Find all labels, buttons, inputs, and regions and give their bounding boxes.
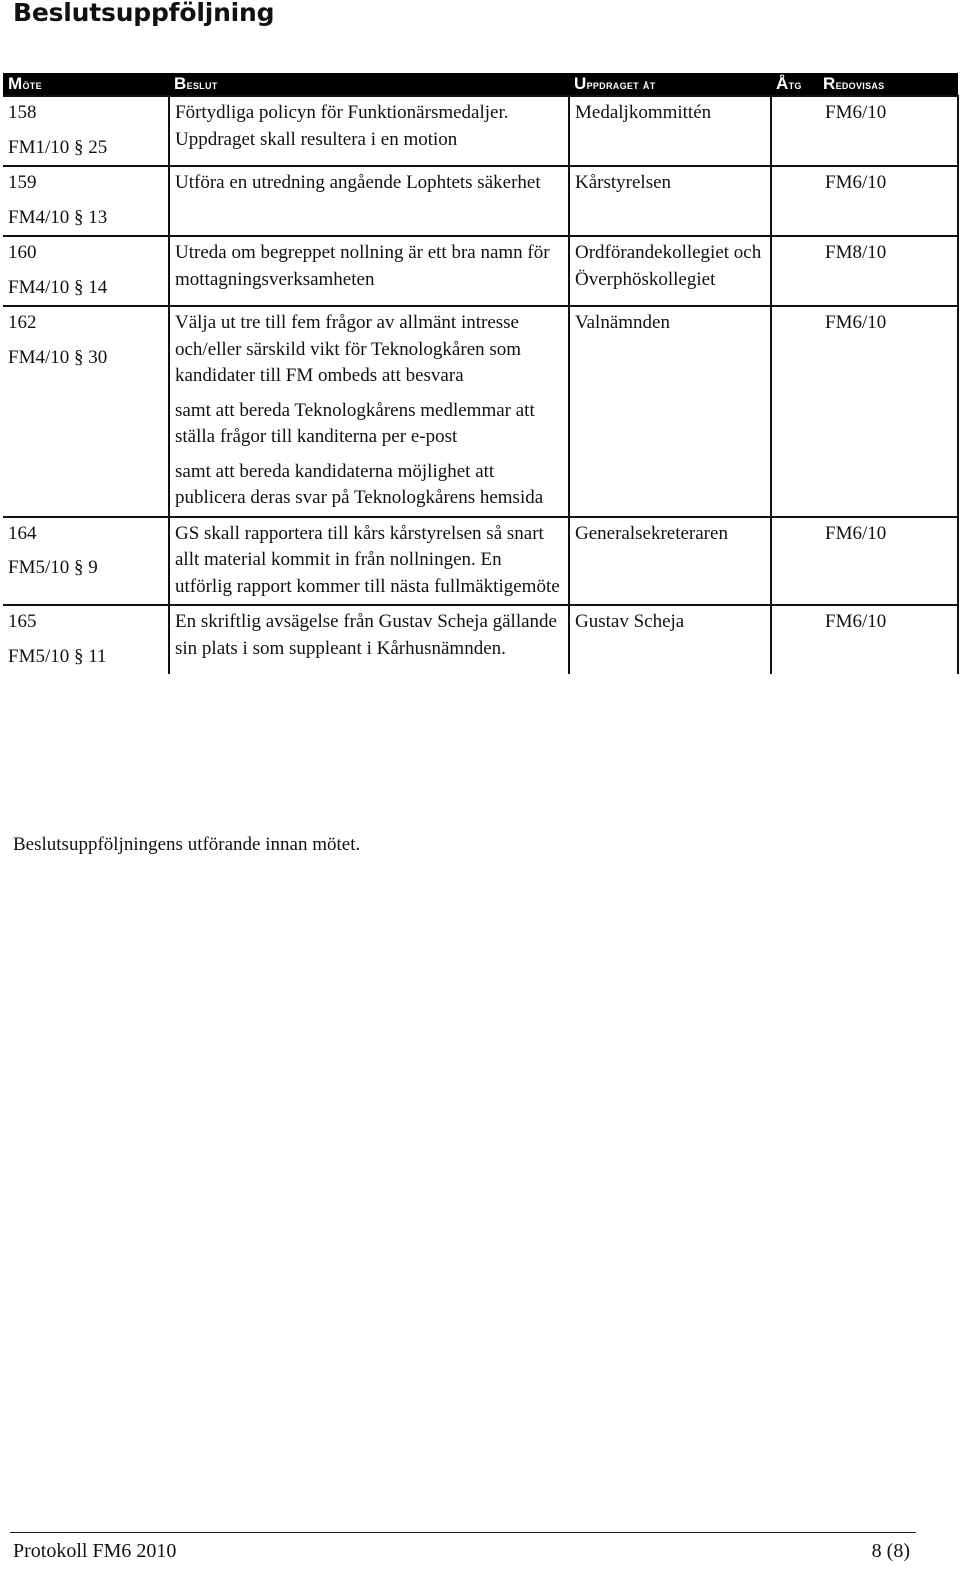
report-meeting: FM8/10 bbox=[825, 242, 887, 263]
meeting-cell bbox=[3, 236, 169, 306]
page-title: Beslutsuppföljning bbox=[13, 0, 275, 27]
meeting-cell bbox=[3, 605, 169, 674]
report-cell bbox=[771, 605, 958, 674]
meeting-reference: FM4/10 § 30 bbox=[8, 346, 108, 368]
report-cell bbox=[771, 96, 958, 166]
decision-text: Förtydliga policyn för Funktionärsmedaljer. Uppdraget skall resultera i en motion bbox=[175, 102, 509, 150]
decision-text: Utföra en utredning angående Lophtets säkerhet bbox=[175, 172, 541, 193]
meeting-cell bbox=[3, 306, 169, 517]
table-header-row bbox=[3, 73, 958, 96]
meeting-reference: FM4/10 § 14 bbox=[8, 276, 108, 298]
decision-cell bbox=[169, 517, 569, 606]
meeting-reference: FM1/10 § 25 bbox=[8, 136, 108, 158]
table-row bbox=[3, 517, 958, 606]
header-uppdraget: Uppdraget åt bbox=[569, 73, 771, 96]
footer-rule bbox=[10, 1532, 916, 1533]
report-cell bbox=[771, 166, 958, 236]
assignee-cell: Medaljkommittén bbox=[569, 96, 771, 166]
decision-text: Utreda om begreppet nollning är ett bra namn för mottagningsverksamheten bbox=[175, 242, 550, 290]
report-meeting: FM6/10 bbox=[825, 522, 887, 544]
header-redovisas: Redovisas bbox=[818, 73, 958, 96]
decision-text: samt att bereda Teknologkårens medlemmar att ställa frågor till kanditerna per e-post bbox=[175, 399, 535, 447]
assignee-cell: Ordförandekollegiet och Överphöskollegiet bbox=[569, 236, 771, 306]
decision-number: 164 bbox=[8, 522, 37, 544]
table-row bbox=[3, 236, 958, 306]
report-cell bbox=[771, 517, 958, 606]
decision-cell bbox=[169, 166, 569, 236]
table-row bbox=[3, 306, 958, 517]
assignee-cell: Valnämnden bbox=[569, 306, 771, 517]
report-meeting: FM6/10 bbox=[825, 102, 887, 123]
decision-cell bbox=[169, 306, 569, 517]
decision-table bbox=[3, 73, 959, 674]
table-row bbox=[3, 166, 958, 236]
decision-number: 159 bbox=[8, 172, 37, 193]
report-meeting: FM6/10 bbox=[825, 312, 887, 333]
header-mote: Möte bbox=[3, 73, 169, 96]
meeting-cell bbox=[3, 517, 169, 606]
assignee-cell: Gustav Scheja bbox=[569, 605, 771, 674]
decision-number: 158 bbox=[8, 102, 37, 123]
meeting-reference: FM5/10 § 9 bbox=[8, 557, 98, 578]
decision-text: Välja ut tre till fem frågor av allmänt intresse och/eller särskild vikt för Teknologkåren som kandidater till FM ombeds att besvara bbox=[175, 312, 522, 386]
decision-number: 165 bbox=[8, 611, 37, 632]
assignee-cell: Generalsekreteraren bbox=[569, 517, 771, 606]
table-row bbox=[3, 96, 958, 166]
assignee-cell: Kårstyrelsen bbox=[569, 166, 771, 236]
decision-text: En skriftlig avsägelse från Gustav Scheja gällande sin plats i som suppleant i Kårhusnämnden. bbox=[175, 611, 557, 659]
report-meeting: FM6/10 bbox=[825, 172, 887, 193]
meeting-cell bbox=[3, 166, 169, 236]
decision-number: 162 bbox=[8, 312, 37, 333]
footer-page-number: 8 (8) bbox=[871, 1540, 910, 1562]
footer-document-name: Protokoll FM6 2010 bbox=[13, 1540, 177, 1562]
meeting-reference: FM4/10 § 13 bbox=[8, 206, 108, 228]
header-beslut: Beslut bbox=[169, 73, 569, 96]
decision-cell bbox=[169, 236, 569, 306]
table-note: Beslutsuppföljningens utförande innan mötet. bbox=[13, 834, 361, 855]
meeting-reference: FM5/10 § 11 bbox=[8, 645, 107, 667]
decision-text: GS skall rapportera till kårs kårstyrelsen så snart allt material kommit in från nollningen. En utförlig rapport kommer till nästa fullmäktigemöte bbox=[175, 522, 560, 597]
header-atg: Åtg bbox=[771, 73, 818, 96]
decision-number: 160 bbox=[8, 242, 37, 263]
report-cell bbox=[771, 236, 958, 306]
report-meeting: FM6/10 bbox=[825, 611, 887, 632]
decision-cell bbox=[169, 96, 569, 166]
report-cell bbox=[771, 306, 958, 517]
decision-cell bbox=[169, 605, 569, 674]
table-row bbox=[3, 605, 958, 674]
meeting-cell bbox=[3, 96, 169, 166]
decision-text: samt att bereda kandidaterna möjlighet att publicera deras svar på Teknologkårens hemsida bbox=[175, 460, 544, 508]
